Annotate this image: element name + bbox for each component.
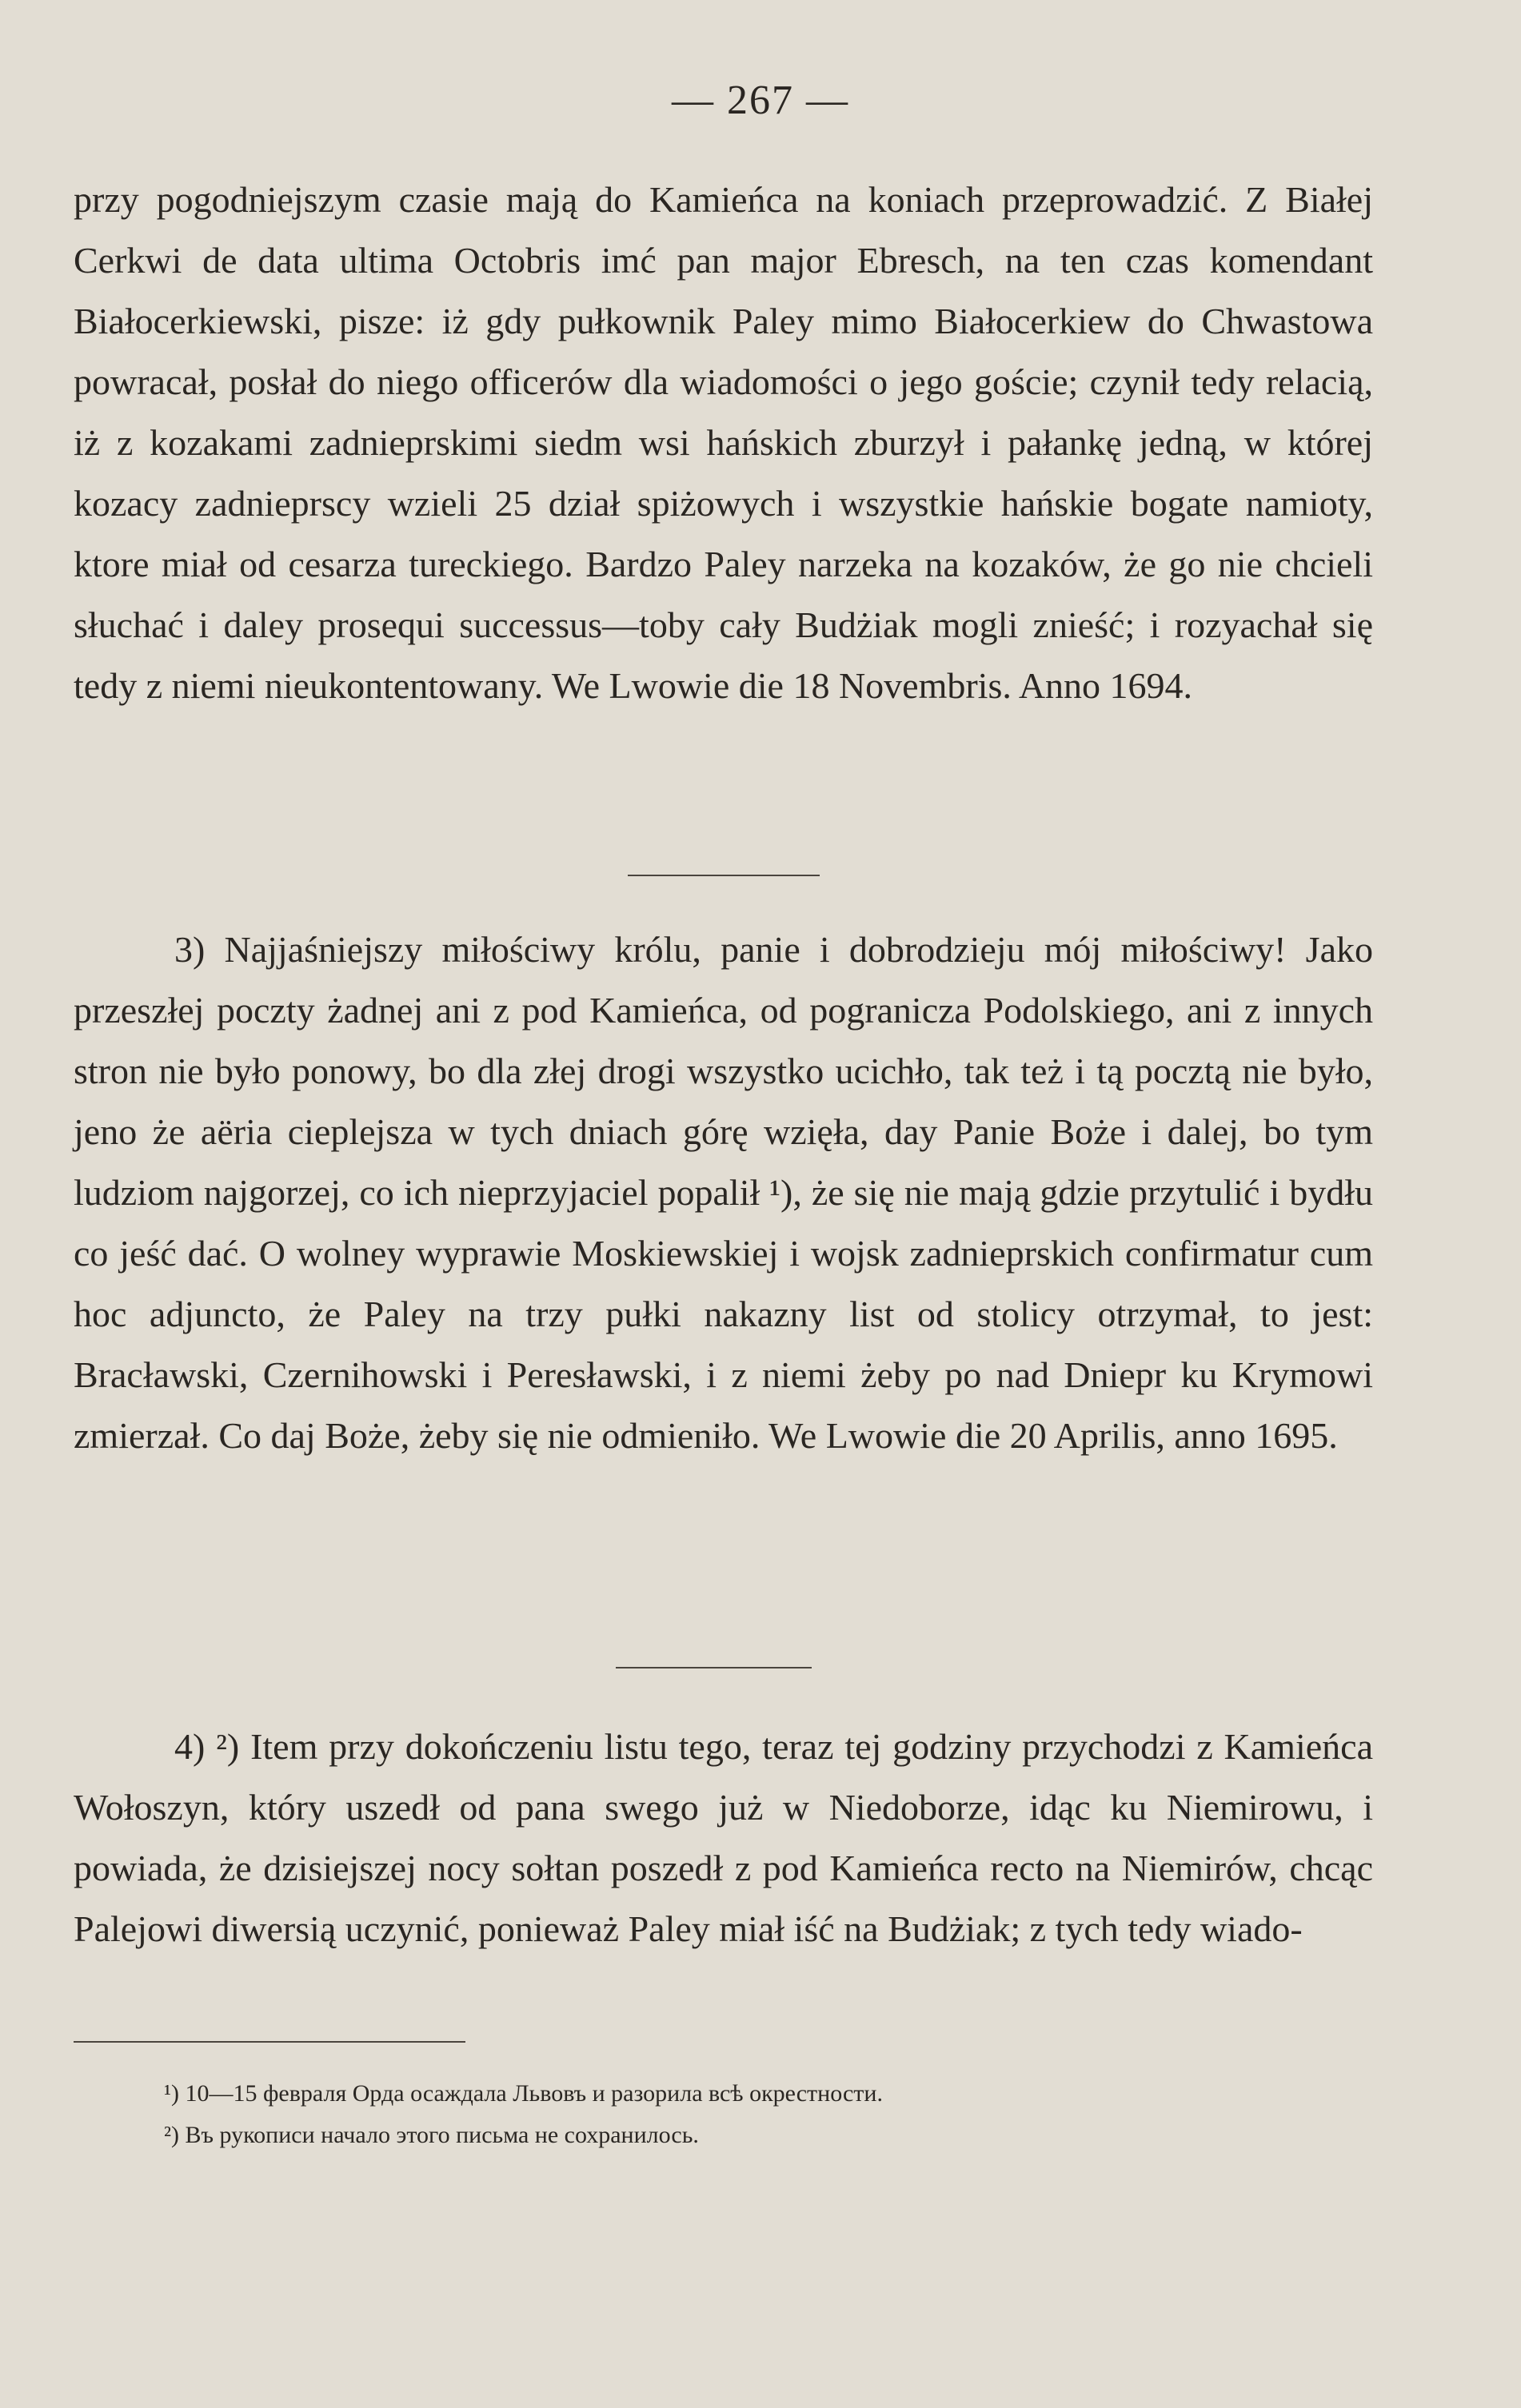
footnote-1: ¹) 10—15 февраля Орда осаждала Львовъ и разорила всѣ окрестности. [164, 2080, 883, 2107]
section-separator-2 [616, 1667, 812, 1668]
paragraph-3-text: 4) ²) Item przy dokończeniu listu tego, teraz tej godziny przychodzi z Kamieńca Wołoszyn, który uszedł od pana swego już w Niedoborze, idąc ku Niemirowu, i powiada, że dzisiejszej nocy sołtan poszedł z pod Kamieńca recto na Niemirów, chcąc Palejowi diwersią uczynić, ponieważ Paley miał iść na Budżiak; z tych tedy wiado- [74, 1726, 1373, 1949]
paragraph-2 [74, 919, 1373, 1466]
page-number: — 267 — [672, 78, 849, 123]
footnotes [164, 2073, 1363, 2156]
paragraph-3 [74, 1716, 1373, 1959]
paragraph-2-text: 3) Najjaśniejszy miłościwy królu, panie i dobrodzieju mój miłościwy! Jako przeszłej poczty żadnej ani z pod Kamieńca, od pogranicza Podolskiego, ani z innych stron nie było ponowy, bo dla złej drogi wszystko ucichło, tak też i tą pocztą nie było, jeno że aëria cieplejsza w tych dniach górę wzięła, day Panie Boże i dalej, bo tym ludziom najgorzej, co ich nieprzyjaciel popalił ¹), że się nie mają gdzie przytulić i bydłu co jeść dać. O wolney wyprawie Moskiewskiej i wojsk zadnieprskich confirmatur cum hoc adjuncto, że Paley na trzy pułki nakazny list od stolicy otrzymał, to jest: Bracławski, Czernihowski i Peresławski, i z niemi żeby po nad Dniepr ku Krymowi zmierzał. Co daj Boże, żeby się nie odmieniło. We Lwowie die 20 Aprilis, anno 1695. [74, 929, 1373, 1456]
footnote-rule [74, 2041, 465, 2043]
paragraph-1-text: przy pogodniejszym czasie mają do Kamieńca na koniach przeprowadzić. Z Białej Cerkwi de data ultima Octobris imć pan major Ebresch, na ten czas komendant Białocerkiewski, pisze: iż gdy pułkownik Paley mimo Białocerkiew do Chwastowa powracał, posłał do niego officerów dla wiadomości o jego goście; czynił tedy relacią, iż z kozakami zadnieprskimi siedm wsi hańskich zburzył i pałankę jedną, w której kozacy zadnieprscy wzieli 25 dział spiżowych i wszystkie hańskie bogate namioty, ktore miał od cesarza tureckiego. Bardzo Paley narzeka na kozaków, że go nie chcieli słuchać i daley prosequi successus—toby cały Budżiak mogli znieść; i rozyachał się tedy z niemi nieukontentowany. We Lwowie die 18 Novembris. Anno 1694. [74, 179, 1373, 706]
footnote-2: ²) Въ рукописи начало этого письма не сохранилось. [164, 2122, 699, 2148]
section-separator-1 [628, 875, 820, 876]
paragraph-1 [74, 169, 1373, 716]
